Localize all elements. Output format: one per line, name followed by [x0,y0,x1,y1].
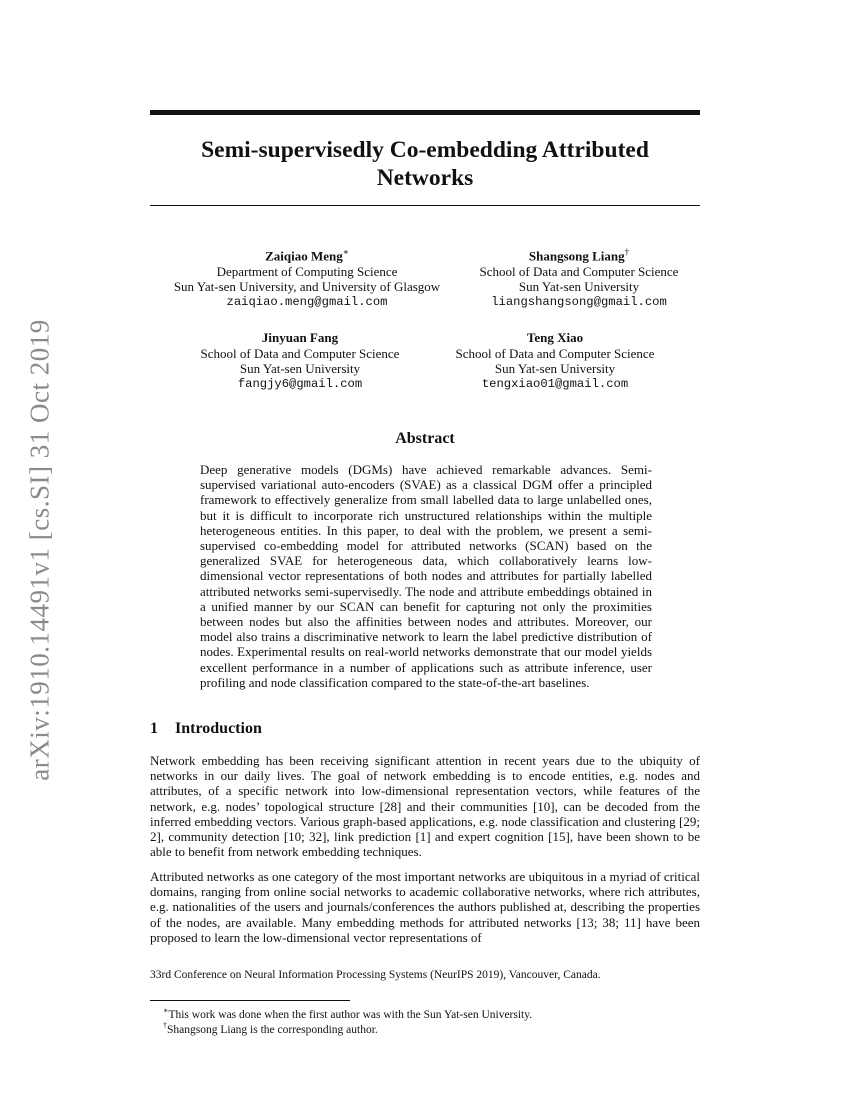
abstract-heading: Abstract [395,430,455,447]
body-paragraph: Network embedding has been receiving significant attention in recent years due to the ubiquity of networks in our daily lives. The goal of network embedding is to encode entities, e.g. nodes and attributes, of a specific network into low-dimensional representation vectors, while features of the network, e.g. nodes’ topological structure [28] and their communities [10], can be decoded from the inferred embedding vectors. Various graph-based applications, e.g. node classification and clustering [29; 2], community detection [10; 32], link prediction [1] and expert cognition [15], have been shown to be able to benefit from network embedding techniques. [150,753,700,860]
title-top-rule [150,110,700,115]
author-affiliation: Sun Yat-sen University [518,279,640,295]
author-block-fang [180,330,420,392]
author-email: tengxiao01@gmail.com [481,376,629,391]
footnote: ∗This work was done when the first author was with the Sun Yat-sen University. [163,1006,533,1021]
conference-note: 33rd Conference on Neural Information Processing Systems (NeurIPS 2019), Vancouver, Canada. [150,969,601,981]
section-heading-introduction [150,720,262,738]
section-title: Introduction [175,720,262,737]
author-block-xiao [445,330,665,392]
author-email: zaiqiao.meng@gmail.com [226,294,388,309]
author-affiliation: Sun Yat-sen University, and University of Glasgow [173,279,441,295]
author-name: Zaiqiao Meng∗ [265,247,349,264]
author-affiliation: Sun Yat-sen University [494,361,616,376]
author-block-liang [465,245,693,310]
body-paragraph: Attributed networks as one category of the most important networks are ubiquitous in a myriad of critical domains, ranging from online social networks to academic collaborative networks, where rich attributes, e.g. nationalities of the users and journals/conferences the authors published at, describing the properties of the nodes, are available. Many embedding methods for attributed networks [13; 38; 11] have been proposed to learn the low-dimensional vector representations of [150,869,700,945]
author-email: liangshangsong@gmail.com [491,294,667,309]
author-email: fangjy6@gmail.com [237,376,363,391]
section-number: 1 [150,720,158,737]
arxiv-identifier-stamp: arXiv:1910.14491v1 [cs.SI] 31 Oct 2019 [24,319,55,781]
author-affiliation: School of Data and Computer Science [200,345,400,361]
footnote: †Shangsong Liang is the corresponding author. [163,1021,378,1036]
author-name: Teng Xiao [526,330,584,345]
author-affiliation: School of Data and Computer Science [455,345,655,361]
author-affiliation: Sun Yat-sen University [239,361,361,376]
author-name: Shangsong Liang† [528,247,630,264]
author-block-meng [163,245,451,310]
paper-title: Semi-supervisedly Co-embedding Attributed Networks [201,137,649,191]
author-name: Jinyuan Fang [261,330,339,345]
footnote-rule [150,1000,350,1001]
abstract-text: Deep generative models (DGMs) have achieved remarkable advances. Semi-supervised variational auto-encoders (SVAE) as a classical DGM offer a principled framework to effectively generalize from small labelled data to large unlabelled ones, but it is difficult to incorporate rich unstructured relationships within the multiple heterogeneous entities. In this paper, to deal with the problem, we present a semi-supervised co-embedding model for attributed networks (SCAN) based on the generalized SVAE for heterogeneous data, which collaboratively learns low-dimensional vector representations of both nodes and attributes for partially labelled attributed networks semi-supervisedly. The node and attribute embeddings obtained in a unified manner by our SCAN can benefit for capturing not only the proximities between nodes but also the affinities between nodes and attributes. Moreover, our model also trains a discriminative network to learn the label predictive distribution of nodes. Experimental results on real-world networks demonstrate that our model yields excellent performance in a number of applications such as attribute inference, user profiling and node classification compared to the state-of-the-art baselines. [200,462,652,690]
author-affiliation: School of Data and Computer Science [479,263,679,279]
author-affiliation: Department of Computing Science [216,263,398,279]
title-bottom-rule [150,205,700,206]
